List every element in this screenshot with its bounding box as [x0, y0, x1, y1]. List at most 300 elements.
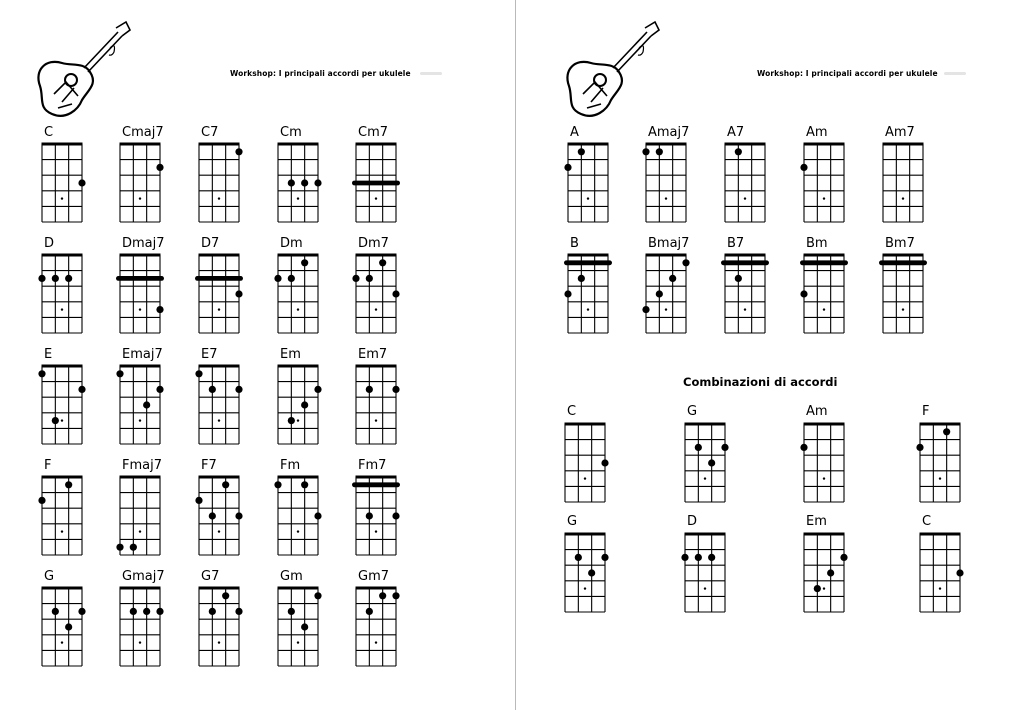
finger-dot — [209, 608, 216, 615]
finger-dot — [38, 275, 45, 282]
finger-dot — [222, 592, 229, 599]
nut — [42, 254, 83, 257]
ukulele-drawing — [561, 18, 661, 120]
chord-name: Gmaj7 — [122, 569, 165, 584]
chord-diagram-svg — [272, 582, 324, 672]
finger-dot — [840, 554, 847, 561]
barre-bar — [352, 482, 400, 487]
finger-dot — [352, 275, 359, 282]
chord-name: Fm7 — [358, 458, 387, 473]
chord-diagram — [114, 471, 166, 565]
fret-marker — [218, 530, 220, 532]
fret-marker — [939, 587, 941, 589]
fret-marker — [61, 641, 63, 643]
finger-dot — [288, 275, 295, 282]
chord-name: Bm — [806, 236, 828, 251]
nut — [646, 254, 687, 257]
finger-dot — [78, 608, 85, 615]
finger-dot — [366, 608, 373, 615]
chord-diagram — [36, 582, 88, 676]
chord-diagram — [640, 138, 692, 232]
chord-diagram — [559, 528, 611, 622]
finger-dot — [52, 275, 59, 282]
finger-dot — [301, 481, 308, 488]
finger-dot — [366, 512, 373, 519]
nut — [278, 365, 319, 368]
finger-dot — [800, 444, 807, 451]
finger-dot — [65, 481, 72, 488]
nut — [278, 254, 319, 257]
chord-name: E7 — [201, 347, 218, 362]
chord-name: Dmaj7 — [122, 236, 165, 251]
finger-dot — [656, 290, 663, 297]
fret-marker — [823, 308, 825, 310]
fret-marker — [139, 641, 141, 643]
chord-diagram-svg — [640, 249, 692, 339]
fret-marker — [61, 308, 63, 310]
chord-diagram-svg — [36, 249, 88, 339]
chord-diagram-svg — [914, 528, 966, 618]
chord-diagram-svg — [562, 138, 614, 228]
music-note — [638, 46, 644, 55]
finger-dot — [708, 459, 715, 466]
chord-diagram-svg — [350, 249, 402, 339]
nut — [42, 587, 83, 590]
finger-dot — [156, 306, 163, 313]
barre-bar — [195, 276, 243, 281]
barre-bar — [800, 260, 848, 265]
chord-diagram — [272, 582, 324, 676]
chord-diagram-svg — [562, 249, 614, 339]
chord-diagram-svg — [114, 249, 166, 339]
chord-name: F7 — [201, 458, 217, 473]
fret-marker — [665, 197, 667, 199]
fret-marker — [587, 197, 589, 199]
ukulele-logo — [32, 18, 132, 124]
nut — [120, 587, 161, 590]
fret-marker — [823, 477, 825, 479]
nut — [42, 143, 83, 146]
chord-diagram — [193, 249, 245, 343]
chord-diagram-svg — [114, 582, 166, 672]
chord-diagram — [877, 249, 929, 343]
chord-name: Em — [280, 347, 301, 362]
finger-dot — [601, 554, 608, 561]
chord-name: G7 — [201, 569, 220, 584]
finger-dot — [956, 569, 963, 576]
chord-diagram-svg — [350, 582, 402, 672]
nut — [883, 143, 924, 146]
chord-diagram-svg — [193, 249, 245, 339]
finger-dot — [288, 608, 295, 615]
fret-marker — [375, 530, 377, 532]
ukulele-head — [116, 22, 130, 36]
chord-name: Gm7 — [358, 569, 390, 584]
chord-diagram — [562, 249, 614, 343]
chord-diagram-svg — [877, 249, 929, 339]
finger-dot — [274, 275, 281, 282]
chord-diagram-svg — [193, 138, 245, 228]
chord-diagram-svg — [36, 138, 88, 228]
chord-diagram-svg — [798, 138, 850, 228]
finger-dot — [735, 148, 742, 155]
nut — [685, 423, 726, 426]
chord-name: A7 — [727, 125, 745, 140]
fret-marker — [139, 419, 141, 421]
nut — [883, 254, 924, 257]
nut — [199, 587, 240, 590]
barre-bar — [721, 260, 769, 265]
finger-dot — [314, 512, 321, 519]
page-title: Workshop: I principali accordi per ukulele — [230, 69, 411, 78]
chord-name: Bm7 — [885, 236, 915, 251]
nut — [120, 143, 161, 146]
ukulele-logo — [561, 18, 661, 124]
chord-diagram-svg — [36, 582, 88, 672]
chord-diagram — [350, 471, 402, 565]
fret-marker — [584, 587, 586, 589]
chord-diagram — [798, 138, 850, 232]
chord-name: D7 — [201, 236, 220, 251]
chord-name: Cm — [280, 125, 302, 140]
chord-name: Cm7 — [358, 125, 389, 140]
fret-marker — [823, 587, 825, 589]
finger-dot — [78, 179, 85, 186]
finger-dot — [656, 148, 663, 155]
chord-name: G — [567, 514, 578, 529]
sound-hole — [65, 74, 77, 86]
chord-name: Gm — [280, 569, 303, 584]
fret-marker — [375, 641, 377, 643]
chord-diagram — [914, 528, 966, 622]
finger-dot — [235, 512, 242, 519]
fret-marker — [218, 419, 220, 421]
finger-dot — [209, 512, 216, 519]
fret-marker — [375, 197, 377, 199]
fret-marker — [297, 308, 299, 310]
finger-dot — [575, 554, 582, 561]
chord-diagram-svg — [640, 138, 692, 228]
finger-dot — [314, 386, 321, 393]
fret-marker — [61, 530, 63, 532]
chord-name: Dm7 — [358, 236, 389, 251]
nut — [356, 587, 397, 590]
chord-diagram — [114, 360, 166, 454]
finger-dot — [116, 370, 123, 377]
finger-dot — [222, 481, 229, 488]
fret-marker — [744, 308, 746, 310]
finger-dot — [800, 290, 807, 297]
chord-diagram-svg — [914, 418, 966, 508]
chord-diagram — [350, 360, 402, 454]
ukulele-body — [38, 62, 93, 116]
fret-marker — [297, 641, 299, 643]
chord-name: C — [922, 514, 932, 529]
nut — [199, 143, 240, 146]
scan-smudge — [420, 72, 442, 75]
chord-diagram — [193, 360, 245, 454]
finger-dot — [564, 164, 571, 171]
chord-diagram — [798, 418, 850, 512]
finger-dot — [695, 554, 702, 561]
fret-marker — [704, 477, 706, 479]
finger-dot — [65, 623, 72, 630]
chord-name: C — [567, 404, 577, 419]
finger-dot — [130, 544, 137, 551]
finger-dot — [827, 569, 834, 576]
chord-diagram-svg — [719, 138, 771, 228]
ukulele-body — [567, 62, 622, 116]
fret-marker — [61, 197, 63, 199]
nut — [568, 143, 609, 146]
ukulele-head — [645, 22, 659, 36]
chord-name: Bmaj7 — [648, 236, 690, 251]
chord-name: Dm — [280, 236, 303, 251]
nut — [804, 423, 845, 426]
finger-dot — [314, 179, 321, 186]
fret-marker — [218, 308, 220, 310]
combinations-title: Combinazioni di accordi — [683, 375, 838, 389]
chord-diagram-svg — [679, 528, 731, 618]
chord-name: C — [44, 125, 54, 140]
chord-diagram — [36, 360, 88, 454]
ukulele-drawing — [32, 18, 132, 120]
nut — [120, 365, 161, 368]
finger-dot — [301, 623, 308, 630]
chord-diagram-svg — [272, 471, 324, 561]
nut — [278, 587, 319, 590]
nut — [920, 423, 961, 426]
nut — [278, 143, 319, 146]
finger-dot — [38, 370, 45, 377]
finger-dot — [156, 608, 163, 615]
nut — [804, 533, 845, 536]
finger-dot — [943, 428, 950, 435]
barre-bar — [879, 260, 927, 265]
chord-diagram — [679, 528, 731, 622]
fret-marker — [375, 308, 377, 310]
finger-dot — [156, 386, 163, 393]
finger-dot — [143, 401, 150, 408]
chord-diagram-svg — [798, 418, 850, 508]
nut — [646, 143, 687, 146]
chord-name: G — [44, 569, 55, 584]
chord-diagram — [562, 138, 614, 232]
chord-diagram — [272, 471, 324, 565]
chord-name: Amaj7 — [648, 125, 690, 140]
finger-dot — [366, 386, 373, 393]
chord-diagram-svg — [272, 360, 324, 450]
chord-name: D — [687, 514, 698, 529]
chord-diagram — [559, 418, 611, 512]
finger-dot — [301, 259, 308, 266]
fret-marker — [139, 197, 141, 199]
chord-diagram — [193, 138, 245, 232]
chord-diagram-svg — [193, 360, 245, 450]
chord-name: E — [44, 347, 53, 362]
fret-marker — [939, 477, 941, 479]
nut — [565, 423, 606, 426]
fret-marker — [584, 477, 586, 479]
chord-diagram-svg — [114, 471, 166, 561]
chord-name: Am — [806, 125, 828, 140]
chord-diagram — [719, 138, 771, 232]
fret-marker — [297, 419, 299, 421]
chord-diagram-svg — [36, 471, 88, 561]
nut — [565, 533, 606, 536]
nut — [356, 254, 397, 257]
chord-name: A — [570, 125, 579, 140]
finger-dot — [601, 459, 608, 466]
finger-dot — [366, 275, 373, 282]
chord-diagram — [719, 249, 771, 343]
finger-dot — [235, 148, 242, 155]
page-divider — [515, 0, 516, 710]
nut — [725, 254, 766, 257]
finger-dot — [564, 290, 571, 297]
chord-diagram-svg — [798, 249, 850, 339]
nut — [199, 254, 240, 257]
chord-name: B7 — [727, 236, 745, 251]
page-title: Workshop: I principali accordi per ukulele — [757, 69, 938, 78]
chord-name: D — [44, 236, 55, 251]
ukulele-neck — [613, 32, 651, 72]
finger-dot — [379, 592, 386, 599]
finger-dot — [301, 401, 308, 408]
chord-diagram — [798, 528, 850, 622]
chord-diagram — [193, 471, 245, 565]
finger-dot — [209, 386, 216, 393]
finger-dot — [708, 554, 715, 561]
fret-marker — [218, 641, 220, 643]
chord-name: Fm — [280, 458, 301, 473]
chord-diagram — [272, 138, 324, 232]
nut — [199, 365, 240, 368]
chord-name: F — [44, 458, 52, 473]
nut — [685, 533, 726, 536]
chord-diagram-svg — [350, 471, 402, 561]
chord-diagram — [272, 360, 324, 454]
nut — [356, 143, 397, 146]
finger-dot — [642, 306, 649, 313]
finger-dot — [116, 544, 123, 551]
nut — [356, 476, 397, 479]
chord-name: Am7 — [885, 125, 915, 140]
chord-diagram-svg — [559, 528, 611, 618]
chord-name: Fmaj7 — [122, 458, 162, 473]
chord-diagram-svg — [798, 528, 850, 618]
finger-dot — [578, 275, 585, 282]
finger-dot — [274, 481, 281, 488]
fret-marker — [139, 530, 141, 532]
chord-diagram-svg — [877, 138, 929, 228]
chord-diagram — [114, 138, 166, 232]
finger-dot — [52, 417, 59, 424]
fret-marker — [297, 530, 299, 532]
chord-diagram — [640, 249, 692, 343]
chord-diagram — [798, 249, 850, 343]
nut — [120, 476, 161, 479]
chord-diagram — [193, 582, 245, 676]
chord-diagram — [272, 249, 324, 343]
nut — [725, 143, 766, 146]
finger-dot — [143, 608, 150, 615]
chord-diagram — [350, 249, 402, 343]
nut — [920, 533, 961, 536]
fret-marker — [587, 308, 589, 310]
chord-diagram — [36, 138, 88, 232]
finger-dot — [392, 512, 399, 519]
chord-name: Cmaj7 — [122, 125, 164, 140]
finger-dot — [642, 148, 649, 155]
finger-dot — [379, 259, 386, 266]
barre-bar — [564, 260, 612, 265]
nut — [42, 365, 83, 368]
nut — [804, 143, 845, 146]
chord-diagram — [350, 582, 402, 676]
chord-diagram-svg — [272, 249, 324, 339]
barre-bar — [116, 276, 164, 281]
chord-name: C7 — [201, 125, 219, 140]
chord-diagram-svg — [559, 418, 611, 508]
scan-smudge — [944, 72, 966, 75]
fret-marker — [744, 197, 746, 199]
finger-dot — [916, 444, 923, 451]
finger-dot — [235, 608, 242, 615]
chord-diagram-svg — [719, 249, 771, 339]
fret-marker — [297, 197, 299, 199]
finger-dot — [735, 275, 742, 282]
finger-dot — [682, 259, 689, 266]
chord-diagram — [877, 138, 929, 232]
chord-diagram-svg — [193, 471, 245, 561]
chord-diagram-svg — [350, 360, 402, 450]
chord-diagram — [36, 249, 88, 343]
chord-diagram-svg — [272, 138, 324, 228]
finger-dot — [288, 179, 295, 186]
finger-dot — [392, 290, 399, 297]
finger-dot — [314, 592, 321, 599]
finger-dot — [52, 608, 59, 615]
sound-hole — [594, 74, 606, 86]
finger-dot — [800, 164, 807, 171]
nut — [804, 254, 845, 257]
finger-dot — [721, 444, 728, 451]
finger-dot — [695, 444, 702, 451]
chord-name: Emaj7 — [122, 347, 163, 362]
chord-diagram-svg — [114, 138, 166, 228]
chord-diagram — [679, 418, 731, 512]
finger-dot — [392, 386, 399, 393]
fret-marker — [902, 197, 904, 199]
music-note — [109, 46, 115, 55]
chord-name: Em7 — [358, 347, 388, 362]
finger-dot — [65, 275, 72, 282]
fret-marker — [61, 419, 63, 421]
finger-dot — [156, 164, 163, 171]
chord-diagram — [914, 418, 966, 512]
finger-dot — [681, 554, 688, 561]
finger-dot — [392, 592, 399, 599]
chord-diagram — [114, 582, 166, 676]
fret-marker — [823, 197, 825, 199]
finger-dot — [669, 275, 676, 282]
nut — [568, 254, 609, 257]
chord-diagram-svg — [114, 360, 166, 450]
fret-marker — [139, 308, 141, 310]
nut — [356, 365, 397, 368]
ukulele-neck — [84, 32, 122, 72]
